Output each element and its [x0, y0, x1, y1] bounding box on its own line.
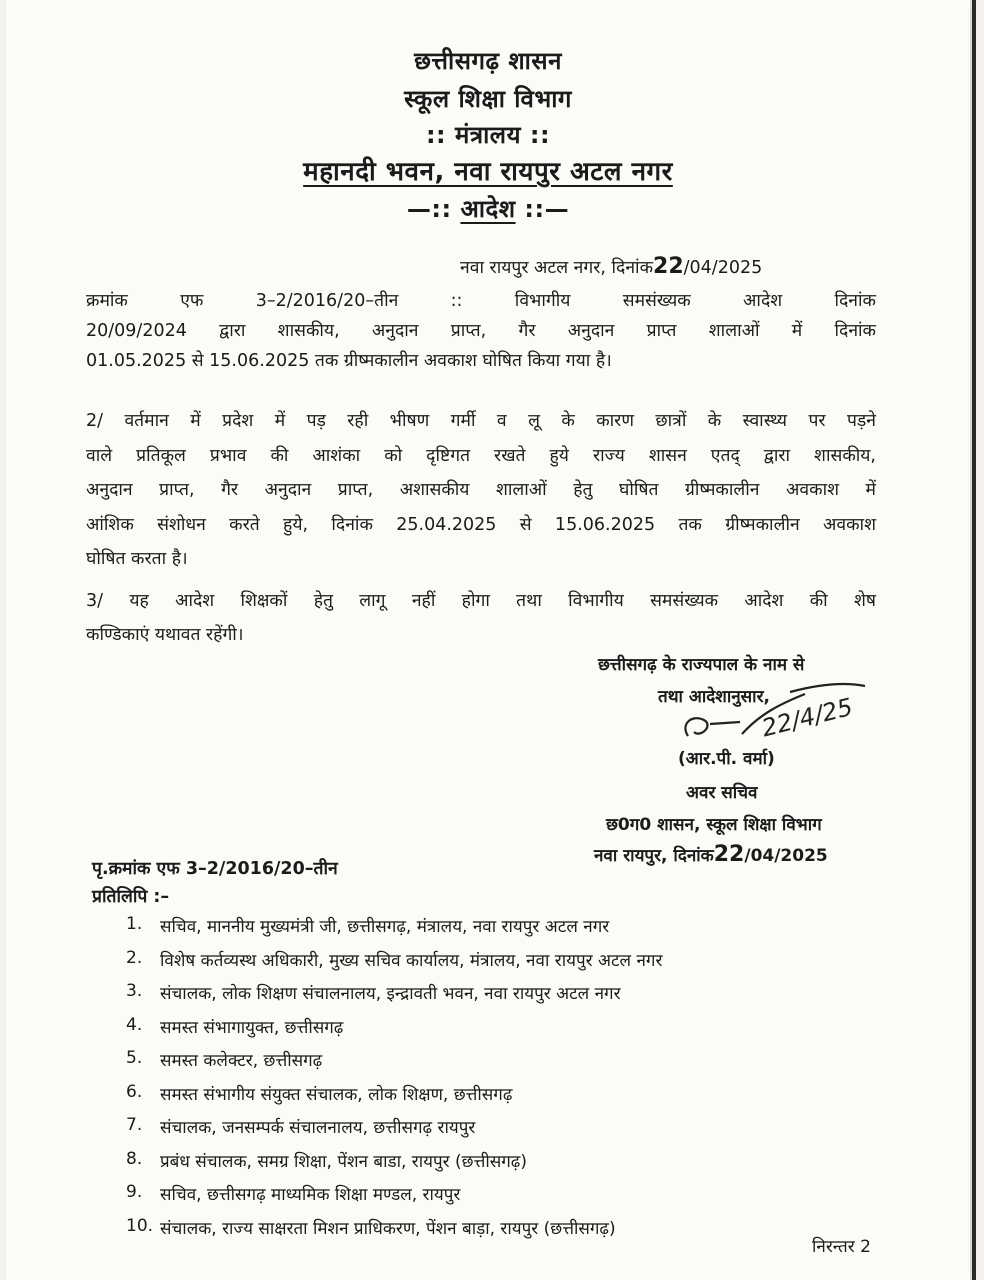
list-item-text: संचालक, लोक शिक्षण संचालनालय, इन्द्रावती भवन, नवा रायपुर अटल नगर: [160, 984, 621, 1004]
list-item-text: समस्त संभागीय संयुक्त संचालक, लोक शिक्षण, छत्तीसगढ़: [160, 1084, 513, 1105]
document-page: [6, 0, 970, 1280]
page-edge-shadow: [972, 0, 976, 1280]
list-item: [126, 1048, 662, 1082]
signature-date-day: 22: [713, 842, 745, 867]
place-date: [460, 254, 762, 279]
header-address: महानदी भवन, नवा रायपुर अटल नगर: [303, 157, 673, 187]
list-item-number: 2.: [126, 947, 143, 968]
paragraph-2: [86, 404, 876, 577]
list-item-number: 3.: [126, 981, 143, 1001]
list-item: [126, 948, 662, 982]
paragraph-2-line: आंशिक संशोधन करते हुये, दिनांक 25.04.2025 से 15.06.2025 तक ग्रीष्मकालीन अवकाश: [86, 514, 876, 535]
list-item-text: सचिव, छत्तीसगढ़ माध्यमिक शिक्षा मण्डल, रायपुर: [160, 1185, 461, 1205]
list-item-text: समस्त कलेक्टर, छत्तीसगढ़: [160, 1051, 323, 1071]
list-item: [126, 981, 662, 1015]
handwritten-signature: [670, 674, 880, 754]
list-item-text: विशेष कर्तव्यस्थ अधिकारी, मुख्य सचिव कार्यालय, मंत्रालय, नवा रायपुर अटल नगर: [160, 950, 663, 971]
signatory-name: (आर.पी. वर्मा): [678, 749, 775, 769]
list-item-number: 9.: [126, 1182, 143, 1202]
list-item-number: 7.: [126, 1115, 143, 1135]
list-item: [126, 1216, 662, 1250]
signatory-department: छ0ग0 शासन, स्कूल शिक्षा विभाग: [606, 815, 822, 835]
signatory-designation: अवर सचिव: [686, 783, 758, 803]
list-item-number: 8.: [126, 1148, 143, 1169]
signature-date: [594, 842, 828, 867]
list-item: [126, 1082, 662, 1116]
list-item: [126, 1182, 662, 1216]
paragraph-3: [86, 584, 876, 652]
list-item-text: संचालक, जनसम्पर्क संचालनालय, छत्तीसगढ़ रायपुर: [160, 1118, 476, 1138]
list-item-number: 1.: [126, 914, 143, 934]
place-date-day: 22: [653, 254, 684, 279]
handwritten-date: 22/4/25: [758, 692, 856, 743]
signature-date-prefix: नवा रायपुर, दिनांक: [594, 846, 714, 866]
place-date-prefix: नवा रायपुर अटल नगर, दिनांक: [460, 258, 654, 278]
list-item-number: 10.: [126, 1215, 154, 1236]
list-item-number: 6.: [126, 1081, 143, 1102]
header-government: छत्तीसगढ़ शासन: [414, 47, 562, 75]
paragraph-1-line: 01.05.2025 से 15.06.2025 तक ग्रीष्मकालीन अवकाश घोषित किया गया है।: [86, 351, 612, 371]
paragraph-2-line: घोषित करता है।: [86, 549, 188, 569]
signature-date-rest: /04/2025: [744, 846, 828, 866]
paragraph-1-line: 20/09/2024 द्वारा शासकीय, अनुदान प्राप्त, गैर अनुदान प्राप्त शालाओं में दिनांक: [86, 321, 876, 341]
header-ministry: :: मंत्रालय ::: [425, 121, 551, 149]
list-item: [126, 1149, 662, 1183]
list-item-number: 5.: [126, 1048, 143, 1068]
signature-authority: छत्तीसगढ़ के राज्यपाल के नाम से: [598, 655, 805, 675]
order-title-prefix: —::: [406, 195, 461, 223]
copy-heading: प्रतिलिपि :–: [92, 887, 170, 907]
list-item-text: सचिव, माननीय मुख्यमंत्री जी, छत्तीसगढ़, मंत्रालय, नवा रायपुर अटल नगर: [160, 917, 610, 937]
paragraph-2-line: अनुदान प्राप्त, गैर अनुदान प्राप्त, अशासकीय शालाओं हेतु घोषित ग्रीष्मकालीन अवकाश में: [86, 480, 876, 500]
signature-order-line: तथा आदेशानुसार,: [658, 687, 770, 707]
paragraph-3-line: कण्डिकाएं यथावत रहेंगी।: [86, 625, 244, 645]
list-item-text: प्रबंध संचालक, समग्र शिक्षा, पेंशन बाडा, रायपुर (छत्तीसगढ़): [160, 1151, 527, 1172]
list-item-text: समस्त संभागायुक्त, छत्तीसगढ़: [160, 1017, 344, 1038]
list-item-text: संचालक, राज्य साक्षरता मिशन प्राधिकरण, पेंशन बाड़ा, रायपुर (छत्तीसगढ़): [160, 1218, 616, 1239]
copy-reference: पृ.क्रमांक एफ 3–2/2016/20–तीन: [92, 859, 338, 879]
list-item: [126, 1015, 662, 1049]
paragraph-3-line: 3/ यह आदेश शिक्षकों हेतु लागू नहीं होगा तथा विभागीय समसंख्यक आदेश की शेष: [86, 591, 876, 611]
order-title-word: आदेश: [460, 195, 516, 223]
paragraph-1-line: क्रमांक एफ 3–2/2016/20–तीन :: विभागीय समसंख्यक आदेश दिनांक: [86, 291, 876, 311]
header-department: स्कूल शिक्षा विभाग: [404, 85, 572, 113]
paragraph-2-line: 2/ वर्तमान में प्रदेश में पड़ रही भीषण गर्मी व लू के कारण छात्रों के स्वास्थ्य पर पड़ने: [86, 411, 876, 431]
list-item-number: 4.: [126, 1014, 143, 1035]
paragraph-1: [86, 286, 876, 376]
order-title-suffix: ::—: [515, 195, 570, 223]
header-order-title: [6, 192, 970, 225]
place-date-rest: /04/2025: [683, 258, 763, 278]
list-item: [126, 914, 662, 948]
paragraph-2-line: वाले प्रतिकूल प्रभाव की आशंका को दृष्टिगत रखते हुये राज्य शासन एतद् द्वारा शासकीय,: [86, 445, 876, 466]
list-item: [126, 1115, 662, 1149]
copy-list: [126, 914, 662, 1249]
continued-note: निरन्तर 2: [812, 1237, 871, 1257]
